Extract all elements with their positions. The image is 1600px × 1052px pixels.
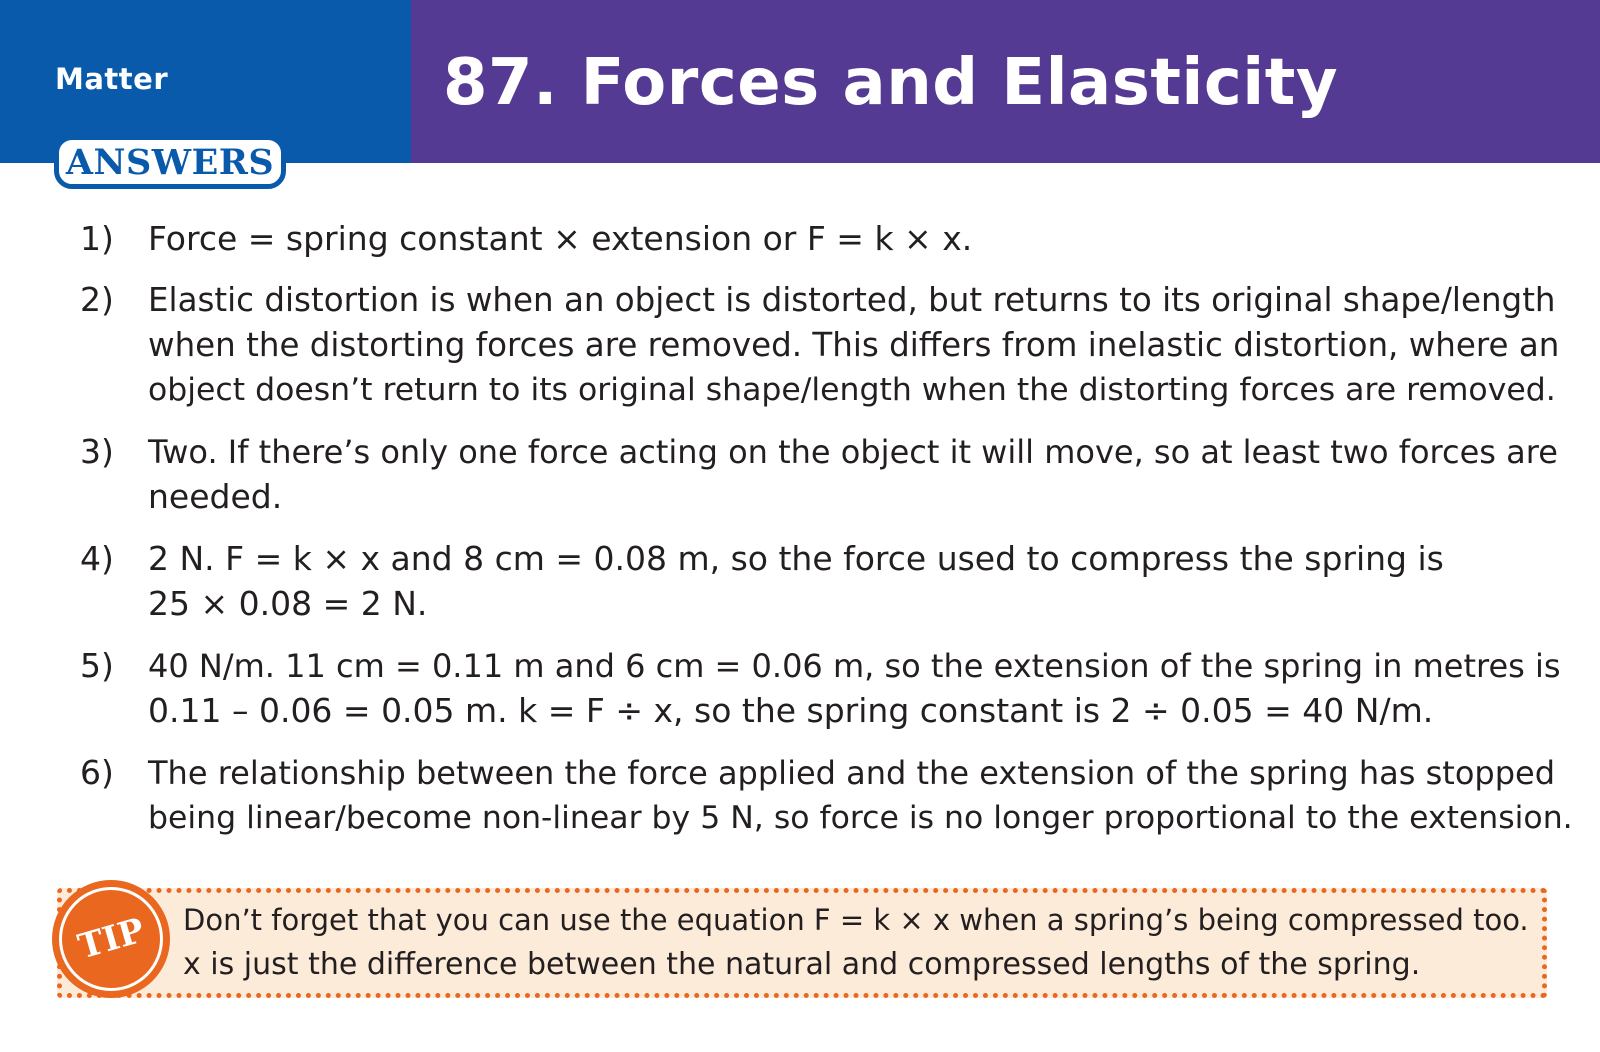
answer-number: 4) [80, 539, 114, 578]
answer-number: 1) [80, 219, 114, 258]
answer-text-line: 25 × 0.08 = 2 N. [148, 584, 428, 623]
answer-number: 5) [80, 646, 114, 685]
answers-badge-label: ANSWERS [65, 141, 275, 183]
answer-text-line: being linear/become non-linear by 5 N, so force is no longer proportional to the extension. [148, 800, 1573, 836]
tip-text-line: x is just the difference between the natural and compressed lengths of the spring. [183, 947, 1421, 982]
answer-text-line: needed. [148, 477, 283, 516]
answer-number: 3) [80, 432, 114, 471]
page-title: 87. Forces and Elasticity [443, 46, 1339, 120]
tip-text-line: Don’t forget that you can use the equation F = k × x when a spring’s being compressed too. [183, 903, 1529, 937]
answer-text-line: object doesn’t return to its original shape/length when the distorting forces are removed. [148, 372, 1556, 408]
answer-number: 2) [80, 280, 114, 319]
answer-text-line: 0.11 – 0.06 = 0.05 m. k = F ÷ x, so the spring constant is 2 ÷ 0.05 = 40 N/m. [148, 691, 1434, 730]
answer-text-line: 2 N. F = k × x and 8 cm = 0.08 m, so the force used to compress the spring is [148, 539, 1444, 578]
answer-text-line: Force = spring constant × extension or F = k × x. [148, 219, 973, 258]
answer-text-line: 40 N/m. 11 cm = 0.11 m and 6 cm = 0.06 m, so the extension of the spring in metres is [148, 647, 1561, 685]
answer-number: 6) [80, 753, 114, 792]
answer-text-line: when the distorting forces are removed. This differs from inelastic distortion, where an [148, 326, 1560, 364]
tip-badge-label: TIP [73, 910, 149, 968]
answers-badge [54, 135, 286, 189]
section-label: Matter [55, 62, 169, 96]
answer-text-line: Elastic distortion is when an object is distorted, but returns to its original shape/length [148, 281, 1556, 319]
tip-badge-icon [52, 880, 170, 998]
answer-text-line: The relationship between the force applied and the extension of the spring has stopped [148, 754, 1556, 792]
answer-text-line: Two. If there’s only one force acting on the object it will move, so at least two forces are [148, 433, 1558, 471]
